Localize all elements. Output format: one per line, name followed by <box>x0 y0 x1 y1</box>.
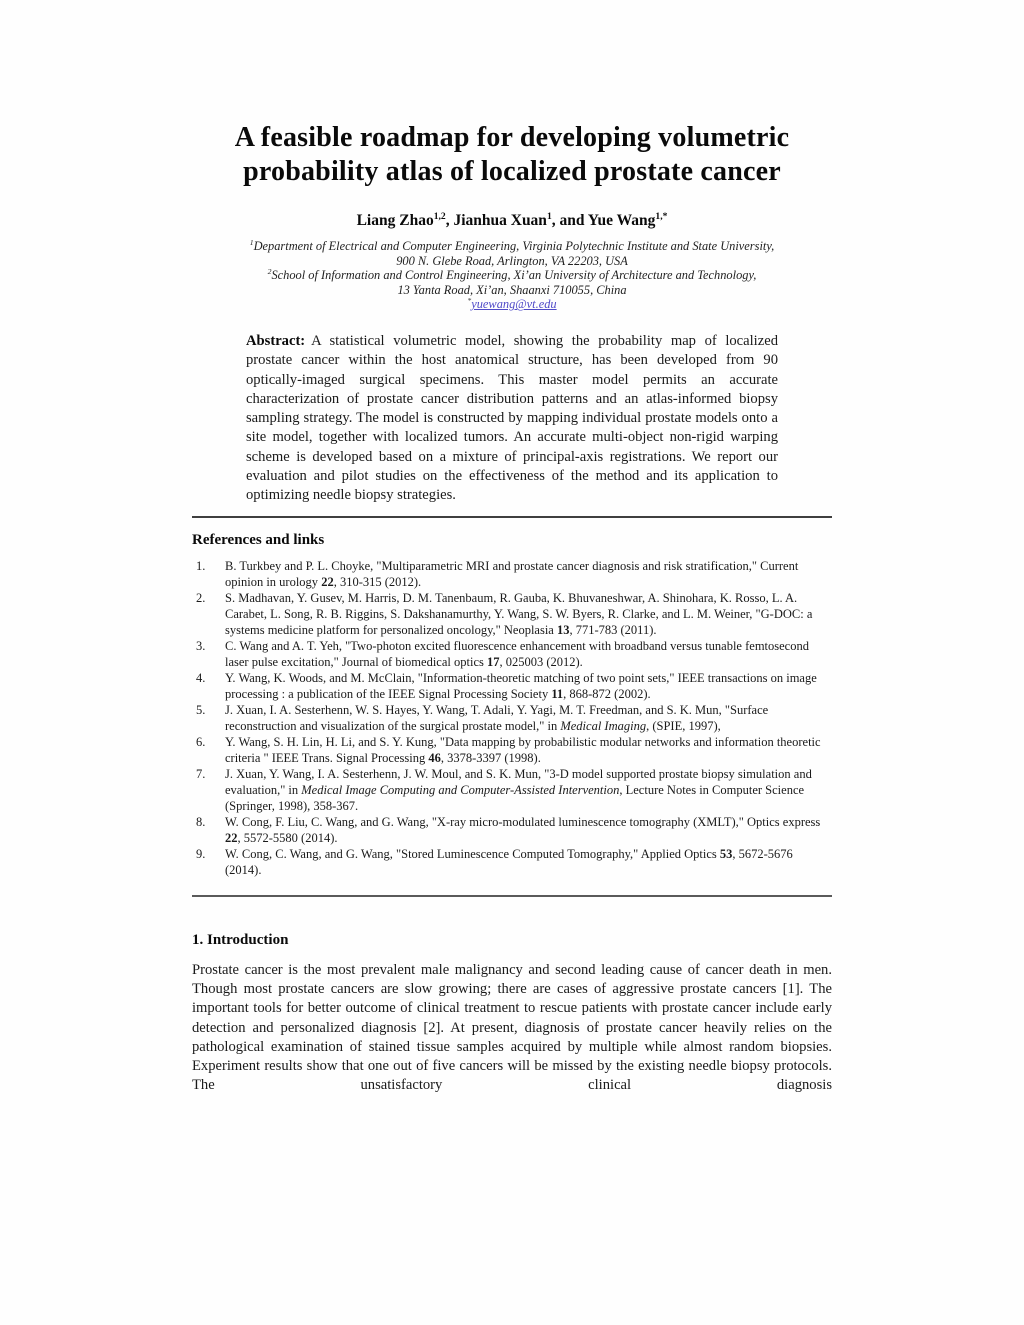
paper-content <box>192 0 832 1096</box>
reference-segment: , (SPIE, 1997), <box>646 718 721 733</box>
reference-number: 9. <box>196 846 206 861</box>
email-asterisk: * <box>467 296 472 306</box>
reference-segment: 22 <box>321 574 334 589</box>
reference-segment: , 025003 (2012). <box>499 654 583 669</box>
reference-segment: , 5572-5580 (2014). <box>237 830 338 845</box>
reference-item <box>192 766 832 814</box>
reference-segment: Medical Imaging <box>560 718 647 733</box>
reference-segment: B. Turkbey and P. L. Choyke, "Multiparametric MRI and prostate cancer diagnosis and risk stratification," Current opinion in urology <box>225 558 799 589</box>
reference-segment: 53 <box>719 846 733 861</box>
affiliation-text: Department of Electrical and Computer Engineering, Virginia Polytechnic Institute and State University, <box>253 239 775 253</box>
references-heading: References and links <box>192 531 325 548</box>
author-affiliation-marker: 1,2 <box>433 210 446 222</box>
reference-segment: 13 <box>556 622 570 637</box>
author-name: , and Yue Wang <box>551 212 656 229</box>
reference-number: 7. <box>196 766 206 781</box>
abstract-block <box>246 332 778 506</box>
affiliation-marker: 2 <box>267 267 272 277</box>
affiliation-text: 13 Yanta Road, Xi’an, Shaanxi 710055, China <box>397 282 627 297</box>
reference-item <box>192 670 832 702</box>
reference-item <box>192 734 832 766</box>
reference-text <box>225 846 832 878</box>
affiliation-line <box>192 283 832 298</box>
reference-number: 8. <box>196 814 206 829</box>
reference-text <box>225 670 832 702</box>
reference-text <box>225 638 832 670</box>
references-list <box>192 558 832 878</box>
affiliation-text: 900 N. Glebe Road, Arlington, VA 22203, USA <box>396 253 628 268</box>
affiliation-marker: 1 <box>249 237 254 247</box>
reference-text <box>225 734 832 766</box>
title-line-1: A feasible roadmap for developing volumetric <box>234 122 790 153</box>
reference-text <box>225 766 832 814</box>
reference-segment: C. Wang and A. T. Yeh, "Two-photon excited fluorescence enhancement with broadband versus tunable femtosecond laser pulse excitation," Journal of biomedical optics <box>225 638 809 669</box>
introduction-paragraph: Prostate cancer is the most prevalent male malignancy and second leading cause of cancer death in men. Though most prostate cancers are slow growing; there are cases of aggressive prostate cancers [1]. The important tools for better outcome of clinical treatment to rescue patients with prostate cancer include early detection and personalized diagnosis [2]. At present, diagnosis of prostate cancer heavily relies on the pathological examination of stained tissue samples acquired by multiple while almost random biopsies. Experiment results show that one out of five cancers will be missed by the existing needle biopsy protocols. The unsatisfactory clinical diagnosis <box>192 961 832 1094</box>
reference-item <box>192 702 832 734</box>
reference-segment: J. Xuan, I. A. Sesterhenn, W. S. Hayes, Y. Wang, T. Adali, Y. Yagi, M. T. Freedman, and S. K. Mun, "Surface reconstruction and visualization of the surgical prostate model," in <box>225 702 769 733</box>
reference-item <box>192 814 832 846</box>
reference-segment: S. Madhavan, Y. Gusev, M. Harris, D. M. Tanenbaum, R. Gauba, K. Bhuvaneshwar, A. Shinohara, K. Rosso, L. A. Carabet, L. Song, R. B. Riggins, S. Dakshanamurthy, Y. Wang, S. W. Byers, R. Clarke, and L. M. Weiner, "G-DOC: a systems medicine platform for personalized oncology," Neoplasia <box>225 590 813 637</box>
author-line <box>192 211 832 230</box>
reference-segment: , 868-872 (2002). <box>563 686 651 701</box>
reference-number: 6. <box>196 734 206 749</box>
reference-segment: , 3378-3397 (1998). <box>440 750 541 765</box>
reference-segment: , 771-783 (2011). <box>569 622 657 637</box>
affiliation-block <box>192 239 832 297</box>
email-link[interactable]: yuewang@vt.edu <box>471 297 557 312</box>
reference-item <box>192 558 832 590</box>
affiliation-line <box>192 268 832 283</box>
reference-text <box>225 590 832 638</box>
reference-segment: Y. Wang, S. H. Lin, H. Li, and S. Y. Kung, "Data mapping by probabilistic modular networks and information theoretic criteria " IEEE Trans. Signal Processing <box>225 734 821 765</box>
reference-number: 2. <box>196 590 206 605</box>
affiliation-line <box>192 239 832 254</box>
reference-text <box>225 558 832 590</box>
reference-segment: , 310-315 (2012). <box>333 574 422 589</box>
reference-text <box>225 814 832 846</box>
reference-number: 4. <box>196 670 206 685</box>
reference-segment: W. Cong, F. Liu, C. Wang, and G. Wang, "X-ray micro-modulated luminescence tomography (XMLT)," Optics express <box>225 814 821 829</box>
reference-number: 1. <box>196 558 206 573</box>
reference-segment: W. Cong, C. Wang, and G. Wang, "Stored Luminescence Computed Tomography," Applied Optics <box>225 846 720 861</box>
reference-item <box>192 638 832 670</box>
paper-title <box>192 121 832 189</box>
divider-bottom <box>192 895 832 897</box>
reference-number: 3. <box>196 638 206 653</box>
title-line-2: probability atlas of localized prostate cancer <box>243 156 781 187</box>
author-affiliation-marker: 1 <box>546 210 552 222</box>
reference-segment: , Lecture Notes in Computer Science (Springer, 1998), 358-367. <box>225 782 805 813</box>
affiliation-line <box>192 254 832 269</box>
reference-item <box>192 846 832 878</box>
reference-segment: 46 <box>428 750 441 765</box>
reference-segment: 17 <box>486 654 500 669</box>
reference-number: 5. <box>196 702 206 717</box>
introduction-heading: 1. Introduction <box>192 931 289 948</box>
abstract-text: A statistical volumetric model, showing the probability map of localized prostate cancer within the host anatomical structure, has been developed from 90 optically-imaged surgical specimens. This master model permits an accurate characterization of prostate cancer distribution patterns and an atlas-informed biopsy sampling strategy. The model is constructed by mapping individual prostate models onto a site model, together with localized tumors. An accurate multi-object non-rigid warping scheme is developed based on a mixture of principal-axis registrations. We report our evaluation and pilot studies on the effectiveness of the method and its application to optimizing needle biopsy strategies. <box>246 332 778 504</box>
email-line <box>192 297 832 312</box>
reference-segment: , 5672-5676 (2014). <box>225 846 793 877</box>
affiliation-text: School of Information and Control Engineering, Xi’an University of Architecture and Technology, <box>271 268 757 283</box>
reference-item <box>192 590 832 638</box>
abstract-label: Abstract: <box>246 332 306 349</box>
divider-top <box>192 516 832 518</box>
author-name: , Jianhua Xuan <box>445 212 547 229</box>
author-name: Liang Zhao <box>356 212 434 229</box>
reference-segment: 22 <box>225 830 238 845</box>
author-affiliation-marker: 1,* <box>655 210 668 222</box>
reference-text <box>225 702 832 734</box>
reference-segment: Y. Wang, K. Woods, and M. McClain, "Information-theoretic matching of two point sets," IEEE transactions on image processing : a publication of the IEEE Signal Processing Society <box>225 670 817 701</box>
reference-segment: Medical Image Computing and Computer-Assisted Intervention <box>301 782 620 797</box>
reference-segment: 11 <box>551 686 564 701</box>
reference-segment: J. Xuan, Y. Wang, I. A. Sesterhenn, J. W. Moul, and S. K. Mun, "3-D model supported prostate biopsy simulation and evaluation," in <box>225 766 812 797</box>
